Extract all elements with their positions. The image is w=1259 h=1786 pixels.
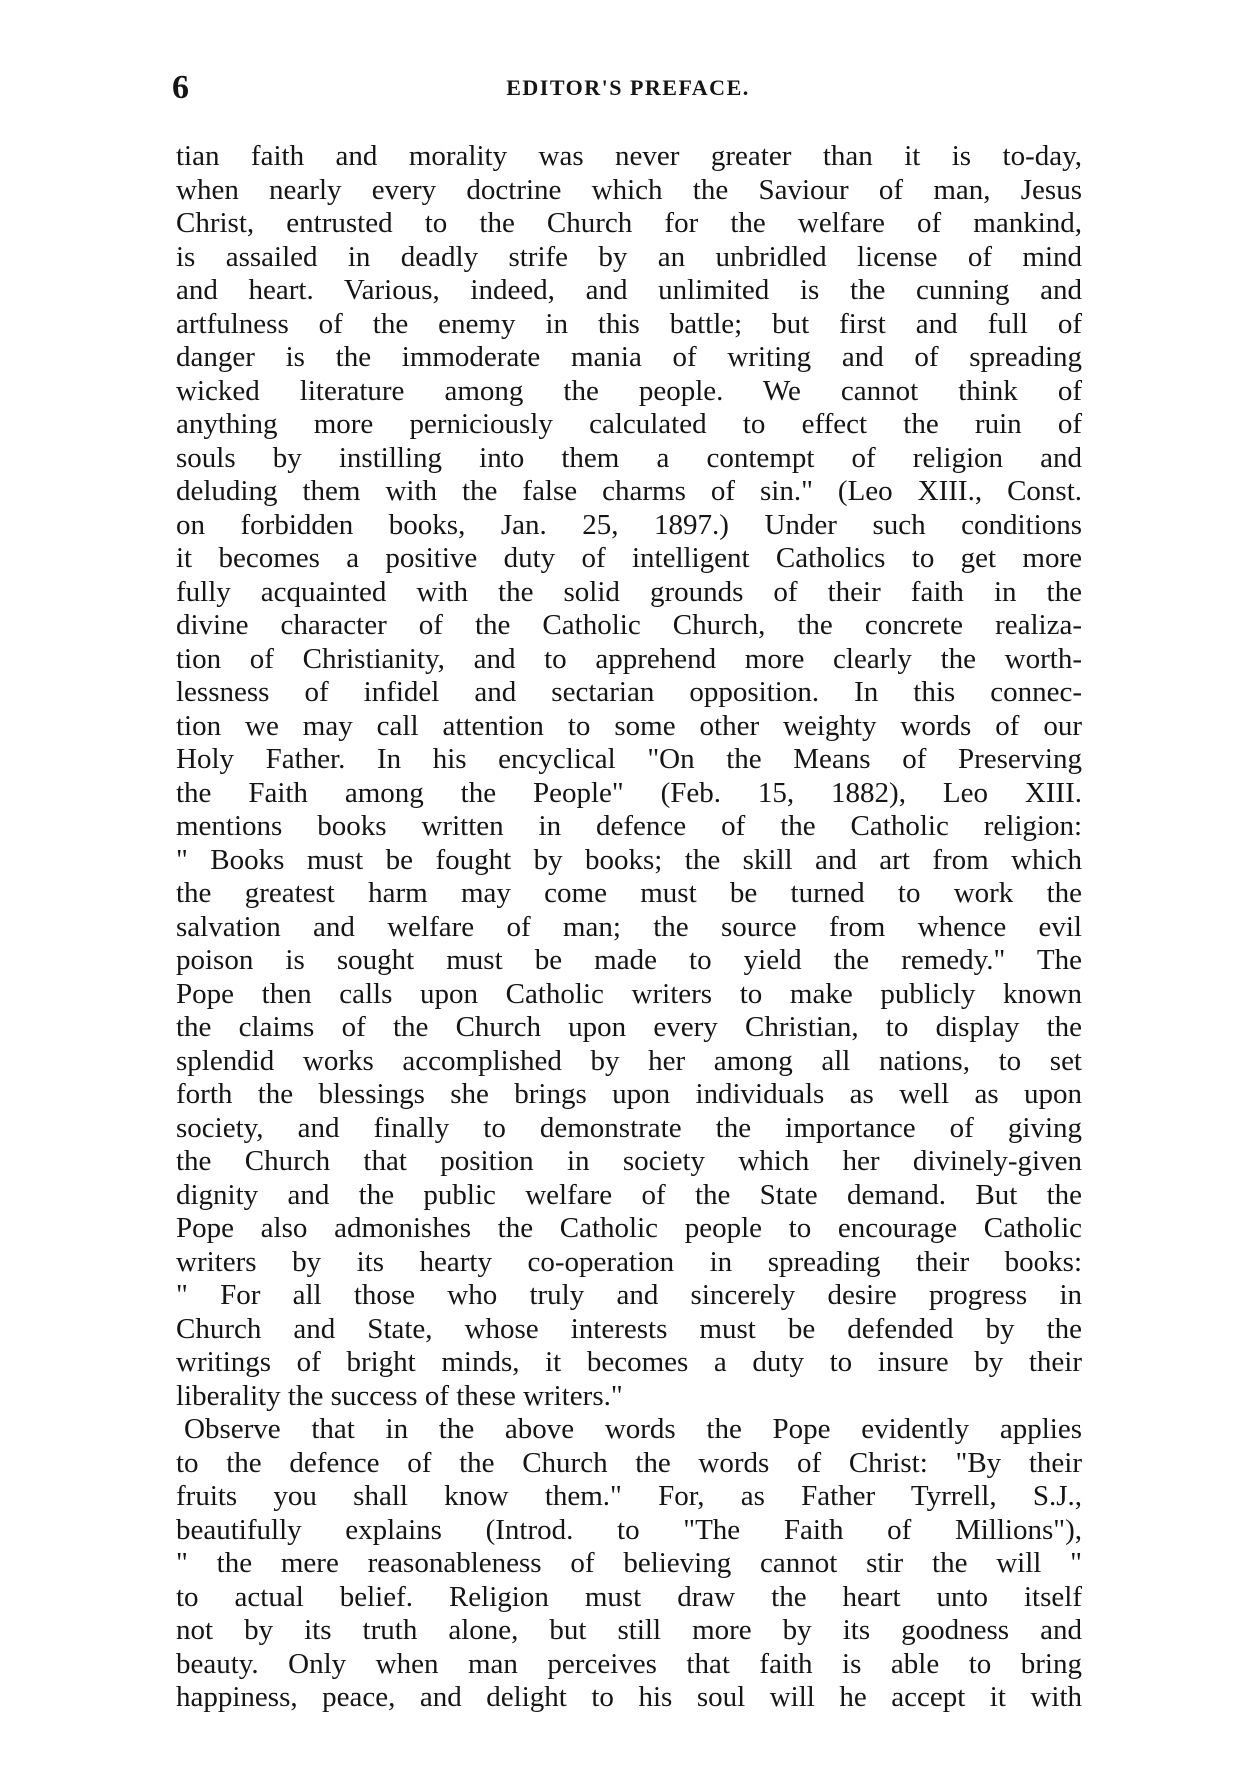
text-line: anything more perniciously calculated to effect the ruin of [176,408,1082,440]
text-line: artfulness of the enemy in this battle; but first and full of [176,307,1082,340]
page-number: 6 [172,69,189,106]
text-line: writers by its hearty co-operation in spreading their books: [176,1245,1082,1278]
text-line: mentions books written in defence of the Catholic religion: [176,810,1082,842]
text-line: it becomes a positive duty of intelligent Catholics to get more [176,542,1082,574]
text-line: souls by instilling into them a contempt of religion and [176,441,1082,474]
running-title: EDITOR'S PREFACE. [506,75,750,100]
text-line: the claims of the Church upon every Christian, to display the [176,1011,1082,1043]
text-line: splendid works accomplished by her among all nations, to set [176,1044,1082,1077]
text-line: beauty. Only when man perceives that faith is able to bring [176,1647,1082,1680]
text-line: not by its truth alone, but still more by its goodness and [176,1614,1082,1646]
text-line: Christ, entrusted to the Church for the welfare of mankind, [176,207,1082,239]
text-line: to the defence of the Church the words of Christ: "By their [176,1446,1082,1479]
text-line: forth the blessings she brings upon individuals as well as upon [176,1078,1082,1110]
body-text [176,140,1082,1715]
text-line: lessness of infidel and sectarian opposition. In this connec- [176,676,1082,708]
text-line: liberality the success of these writers." [176,1379,623,1412]
text-line: Holy Father. In his encyclical "On the Means of Preserving [176,743,1082,775]
running-head [172,66,1084,110]
text-line: on forbidden books, Jan. 25, 1897.) Under such conditions [176,508,1082,541]
text-line: danger is the immoderate mania of writing and of spreading [176,341,1082,373]
text-line: Pope also admonishes the Catholic people to encourage Catholic [176,1212,1082,1244]
text-line: tion we may call attention to some other weighty words of our [176,709,1082,742]
text-line: Pope then calls upon Catholic writers to make publicly known [176,977,1082,1010]
text-line: writings of bright minds, it becomes a duty to insure by their [176,1346,1082,1378]
text-line: wicked literature among the people. We cannot think of [176,374,1082,407]
text-line: society, and finally to demonstrate the importance of giving [176,1111,1082,1144]
text-line: the Faith among the People" (Feb. 15, 1882), Leo XIII. [176,776,1082,809]
text-line: " the mere reasonableness of believing cannot stir the will " [176,1547,1082,1579]
text-line: poison is sought must be made to yield the remedy." The [176,944,1082,976]
text-line: the greatest harm may come must be turned to work the [176,877,1082,909]
text-line: when nearly every doctrine which the Saviour of man, Jesus [176,173,1082,206]
text-line: tian faith and morality was never greater than it is to-day, [176,140,1082,172]
text-line: happiness, peace, and delight to his soul will he accept it with [176,1681,1082,1713]
text-line: Observe that in the above words the Pope evidently applies [184,1413,1082,1445]
text-line: Church and State, whose interests must be defended by the [176,1312,1082,1345]
text-line: fruits you shall know them." For, as Father Tyrrell, S.J., [176,1480,1082,1512]
text-line: beautifully explains (Introd. to "The Faith of Millions"), [176,1513,1082,1546]
paragraph-2 [176,1413,1082,1715]
text-line: salvation and welfare of man; the source from whence evil [176,910,1082,943]
text-line: is assailed in deadly strife by an unbridled license of mind [176,240,1082,273]
text-line: divine character of the Catholic Church, the concrete realiza- [176,609,1082,641]
text-line: and heart. Various, indeed, and unlimited is the cunning and [176,274,1082,306]
text-line: " Books must be fought by books; the skill and art from which [176,843,1082,876]
text-line: the Church that position in society which her divinely-given [176,1145,1082,1177]
text-line: " For all those who truly and sincerely desire progress in [176,1279,1082,1311]
text-line: deluding them with the false charms of sin." (Leo XIII., Const. [176,475,1082,507]
text-line: to actual belief. Religion must draw the heart unto itself [176,1580,1082,1613]
text-line: dignity and the public welfare of the State demand. But the [176,1178,1082,1211]
paragraph-1 [176,140,1082,1413]
text-line: fully acquainted with the solid grounds of their faith in the [176,575,1082,608]
text-line: tion of Christianity, and to apprehend more clearly the worth- [176,642,1082,675]
